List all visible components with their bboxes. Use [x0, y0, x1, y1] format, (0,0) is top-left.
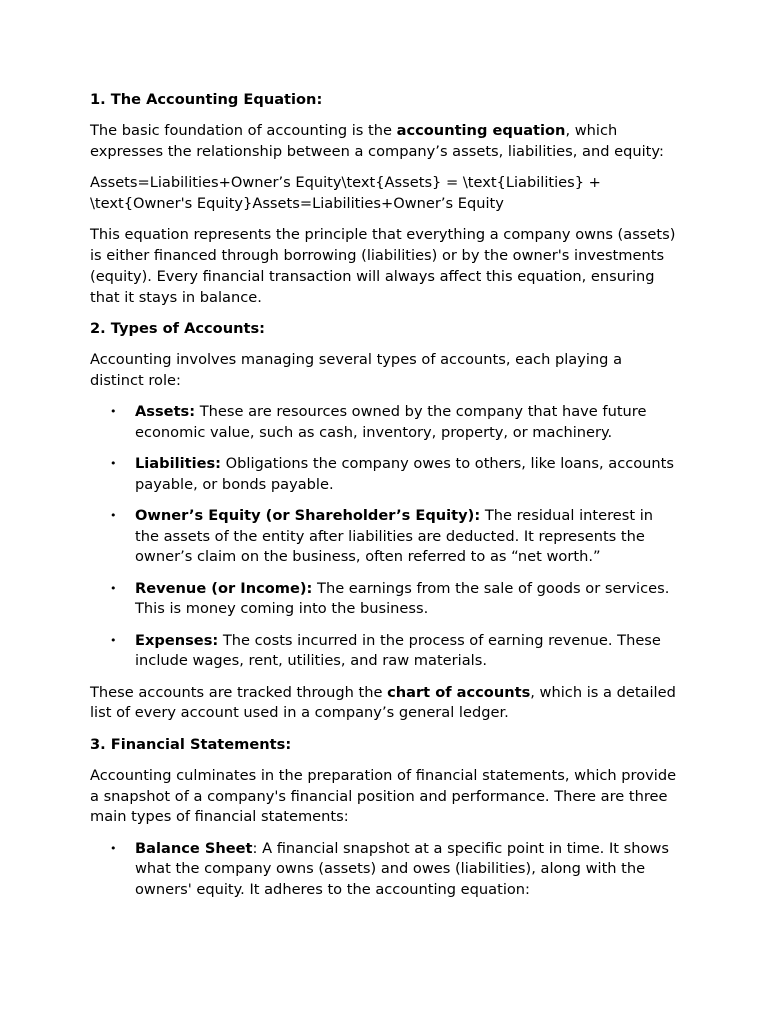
section-heading-accounting-equation: 1. The Accounting Equation: — [90, 91, 323, 108]
list-item-balance-sheet — [90, 839, 680, 901]
list-item-expenses — [90, 631, 680, 673]
paragraph-accounts-intro: Accounting involves managing several types of accounts, each playing a distinct role: — [90, 350, 623, 389]
text-run: , which is a detailed list of every account used in a company’s general ledger. — [90, 683, 676, 722]
list-item-revenue — [90, 579, 680, 621]
list-item-text: The costs incurred in the process of earning revenue. These include wages, rent, utilities, and raw materials. — [135, 631, 661, 670]
list-item-term: Balance Sheet — [135, 839, 253, 857]
list-item-term: Assets: — [135, 402, 196, 420]
paragraph-accounting-foundation — [90, 121, 680, 163]
bullet-icon: • — [110, 841, 117, 855]
paragraph-statements-intro: Accounting culminates in the preparation of financial statements, which provide a snapshot of a company's financial position and performance. There are three main types of financial statements: — [90, 766, 677, 826]
list-item-term: Owner’s Equity (or Shareholder’s Equity): — [135, 506, 481, 524]
list-item-liabilities — [90, 454, 680, 496]
paragraph-equation-principle: This equation represents the principle that everything a company owns (assets) is either financed through borrowing (liabilities) or by the owner's investments (equity). Every financial transaction will always affect this equation, ensuring that it stays in balance. — [90, 226, 676, 306]
bullet-icon: • — [110, 456, 117, 470]
text-run: These accounts are tracked through the — [90, 683, 388, 701]
document-page — [90, 90, 680, 911]
list-item-text: Obligations the company owes to others, like loans, accounts payable, or bonds payable. — [135, 454, 674, 493]
equation-line: Assets=Liabilities+Owner’s Equity\text{Assets} = \text{Liabilities} + \text{Owner's Equity}Assets=Liabilities+Owner’s Equity — [90, 174, 601, 212]
list-item-text: : A financial snapshot at a specific point in time. It shows what the company owns (assets) and owes (liabilities), along with the owners' equity. It adheres to the accounting equation: — [135, 839, 669, 899]
bold-term-chart-of-accounts: chart of accounts — [387, 683, 531, 701]
bullet-icon: • — [110, 581, 117, 595]
text-run: The basic foundation of accounting is the — [90, 122, 397, 140]
bold-term-accounting-equation: accounting equation — [396, 122, 566, 140]
accounts-list — [90, 402, 680, 672]
list-item-text: The earnings from the sale of goods or services. This is money coming into the business. — [135, 579, 670, 618]
section-heading-financial-statements: 3. Financial Statements: — [90, 735, 292, 753]
bullet-icon: • — [110, 404, 117, 418]
list-item-term: Revenue (or Income): — [135, 579, 313, 597]
bullet-icon: • — [110, 633, 117, 647]
list-item-term: Expenses: — [135, 631, 219, 649]
text-run: , which expresses the relationship between a company’s assets, liabilities, and equity: — [90, 122, 664, 160]
list-item-owners-equity — [90, 506, 680, 568]
list-item-text: The residual interest in the assets of the entity after liabilities are deducted. It represents the owner’s claim on the business, often referred to as “net worth.” — [135, 506, 654, 566]
bullet-icon: • — [110, 508, 117, 522]
list-item-assets — [90, 402, 680, 444]
list-item-text: These are resources owned by the company that have future economic value, such as cash, inventory, property, or machinery. — [135, 402, 647, 441]
list-item-term: Liabilities: — [135, 454, 222, 472]
statements-list — [90, 839, 680, 901]
section-heading-types-of-accounts: 2. Types of Accounts: — [90, 319, 265, 337]
paragraph-chart-of-accounts — [90, 683, 680, 725]
